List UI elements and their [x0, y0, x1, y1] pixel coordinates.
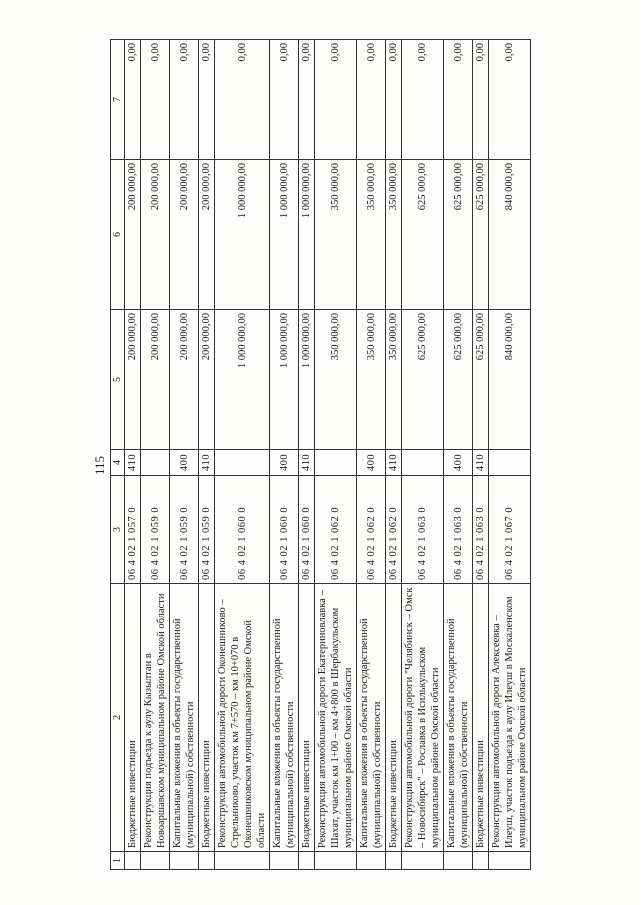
row-col5-cell: 1 000 000,00	[299, 310, 315, 450]
row-col7-cell: 0,00	[141, 40, 170, 160]
row-col6-cell: 625 000,00	[444, 160, 473, 310]
row-number-cell	[199, 852, 215, 870]
table-row	[357, 40, 386, 870]
row-kvr-cell	[489, 450, 531, 476]
row-col6-cell: 200 000,00	[170, 160, 199, 310]
row-col7-cell: 0,00	[270, 40, 299, 160]
row-name-cell: Бюджетные инвестиции	[386, 584, 402, 852]
row-name-cell: Капитальные вложения в объекты государственной (муниципальной) собственности	[170, 584, 199, 852]
row-number-cell	[299, 852, 315, 870]
table-row	[215, 40, 270, 870]
header-cell: 2	[111, 584, 125, 852]
row-code-cell: 06 4 02 1 063 0	[473, 476, 489, 584]
row-col6-cell: 1 000 000,00	[215, 160, 270, 310]
row-col7-cell: 0,00	[299, 40, 315, 160]
table-row	[299, 40, 315, 870]
table-row	[270, 40, 299, 870]
row-col6-cell: 1 000 000,00	[270, 160, 299, 310]
row-col5-cell: 625 000,00	[444, 310, 473, 450]
row-name-cell: Капитальные вложения в объекты государственной (муниципальной) собственности	[357, 584, 386, 852]
row-kvr-cell: 400	[270, 450, 299, 476]
row-col7-cell: 0,00	[444, 40, 473, 160]
row-kvr-cell: 410	[386, 450, 402, 476]
row-kvr-cell: 400	[170, 450, 199, 476]
row-col5-cell: 1 000 000,00	[270, 310, 299, 450]
row-name-cell: Реконструкция автомобильной дороги "Челябинск – Омск – Новосибирск" – Рославка в Исилькульском муниципальном районе Омской области	[402, 584, 444, 852]
row-code-cell: 06 4 02 1 063 0	[402, 476, 444, 584]
row-col7-cell: 0,00	[386, 40, 402, 160]
row-number-cell	[444, 852, 473, 870]
row-number-cell	[125, 852, 141, 870]
row-col5-cell: 200 000,00	[125, 310, 141, 450]
row-name-cell: Капитальные вложения в объекты государственной (муниципальной) собственности	[444, 584, 473, 852]
row-code-cell: 06 4 02 1 062 0	[386, 476, 402, 584]
row-number-cell	[402, 852, 444, 870]
row-number-cell	[473, 852, 489, 870]
row-col6-cell: 200 000,00	[141, 160, 170, 310]
row-code-cell: 06 4 02 1 067 0	[489, 476, 531, 584]
row-code-cell: 06 4 02 1 060 0	[299, 476, 315, 584]
row-kvr-cell: 410	[199, 450, 215, 476]
row-code-cell: 06 4 02 1 062 0	[315, 476, 357, 584]
header-cell: 3	[111, 476, 125, 584]
header-cell: 4	[111, 450, 125, 476]
table-row	[199, 40, 215, 870]
row-code-cell: 06 4 02 1 063 0	[444, 476, 473, 584]
header-cell: 7	[111, 40, 125, 160]
row-kvr-cell	[215, 450, 270, 476]
row-col7-cell: 0,00	[125, 40, 141, 160]
row-col6-cell: 350 000,00	[386, 160, 402, 310]
header-cell: 5	[111, 310, 125, 450]
row-col6-cell: 200 000,00	[199, 160, 215, 310]
row-col7-cell: 0,00	[170, 40, 199, 160]
row-number-cell	[215, 852, 270, 870]
row-kvr-cell: 410	[473, 450, 489, 476]
row-name-cell: Капитальные вложения в объекты государственной (муниципальной) собственности	[270, 584, 299, 852]
table-row	[125, 40, 141, 870]
row-kvr-cell: 410	[299, 450, 315, 476]
row-col7-cell: 0,00	[473, 40, 489, 160]
row-code-cell: 06 4 02 1 060 0	[270, 476, 299, 584]
table-row	[170, 40, 199, 870]
row-kvr-cell	[315, 450, 357, 476]
header-cell: 1	[111, 852, 125, 870]
row-col5-cell: 350 000,00	[315, 310, 357, 450]
row-code-cell: 06 4 02 1 060 0	[215, 476, 270, 584]
row-name-cell: Реконструкция подъезда к аулу Кызылтан в Новоаршавском муниципальном районе Омской области	[141, 584, 170, 852]
row-number-cell	[315, 852, 357, 870]
row-number-cell	[386, 852, 402, 870]
row-kvr-cell: 400	[357, 450, 386, 476]
row-name-cell: Бюджетные инвестиции	[299, 584, 315, 852]
row-name-cell: Реконструкция автомобильной дороги Алексеевка – Илеуш, участок подъезда к аулу Илеуш в Москаленском муниципальном районе Омской области	[489, 584, 531, 852]
row-col7-cell: 0,00	[315, 40, 357, 160]
table-row	[315, 40, 357, 870]
row-kvr-cell: 400	[444, 450, 473, 476]
row-code-cell: 06 4 02 1 059 0	[170, 476, 199, 584]
row-col5-cell: 200 000,00	[199, 310, 215, 450]
row-col6-cell: 840 000,00	[489, 160, 531, 310]
row-number-cell	[489, 852, 531, 870]
row-code-cell: 06 4 02 1 059 0	[141, 476, 170, 584]
row-col5-cell: 625 000,00	[473, 310, 489, 450]
row-col7-cell: 0,00	[357, 40, 386, 160]
table-row	[444, 40, 473, 870]
table-row	[489, 40, 531, 870]
row-name-cell: Реконструкция автомобильной дороги Оконешниково – Стрельниково, участок км 7+570 – км 10+070 в Оконешниковском муниципальном районе Омской области	[215, 584, 270, 852]
row-kvr-cell: 410	[125, 450, 141, 476]
row-name-cell: Бюджетные инвестиции	[199, 584, 215, 852]
row-col6-cell: 1 000 000,00	[299, 160, 315, 310]
table-row	[141, 40, 170, 870]
row-number-cell	[141, 852, 170, 870]
row-kvr-cell	[402, 450, 444, 476]
table-row	[402, 40, 444, 870]
header-cell: 6	[111, 160, 125, 310]
row-col5-cell: 350 000,00	[386, 310, 402, 450]
row-col7-cell: 0,00	[402, 40, 444, 160]
table-row	[386, 40, 402, 870]
row-col5-cell: 840 000,00	[489, 310, 531, 450]
row-kvr-cell	[141, 450, 170, 476]
page-number: 115	[92, 455, 107, 475]
row-col5-cell: 625 000,00	[402, 310, 444, 450]
row-code-cell: 06 4 02 1 057 0	[125, 476, 141, 584]
row-name-cell: Бюджетные инвестиции	[473, 584, 489, 852]
row-col5-cell: 1 000 000,00	[215, 310, 270, 450]
row-col6-cell: 350 000,00	[357, 160, 386, 310]
row-name-cell: Реконструкция автомобильной дороги Екатериновлавка – Шахат, участок км 1+00 – км 4+800 в Шербакульском муниципальном районе Омской области	[315, 584, 357, 852]
table-header-row	[111, 40, 125, 870]
row-col6-cell: 350 000,00	[315, 160, 357, 310]
row-col6-cell: 625 000,00	[473, 160, 489, 310]
row-number-cell	[170, 852, 199, 870]
row-col5-cell: 200 000,00	[170, 310, 199, 450]
row-col5-cell: 200 000,00	[141, 310, 170, 450]
rotated-content	[82, 40, 582, 870]
budget-table	[110, 39, 531, 870]
row-number-cell	[357, 852, 386, 870]
table-row	[473, 40, 489, 870]
row-name-cell: Бюджетные инвестиции	[125, 584, 141, 852]
row-col6-cell: 625 000,00	[402, 160, 444, 310]
row-code-cell: 06 4 02 1 062 0	[357, 476, 386, 584]
row-code-cell: 06 4 02 1 059 0	[199, 476, 215, 584]
row-col7-cell: 0,00	[199, 40, 215, 160]
row-col6-cell: 200 000,00	[125, 160, 141, 310]
row-col7-cell: 0,00	[215, 40, 270, 160]
row-col7-cell: 0,00	[489, 40, 531, 160]
row-number-cell	[270, 852, 299, 870]
row-col5-cell: 350 000,00	[357, 310, 386, 450]
